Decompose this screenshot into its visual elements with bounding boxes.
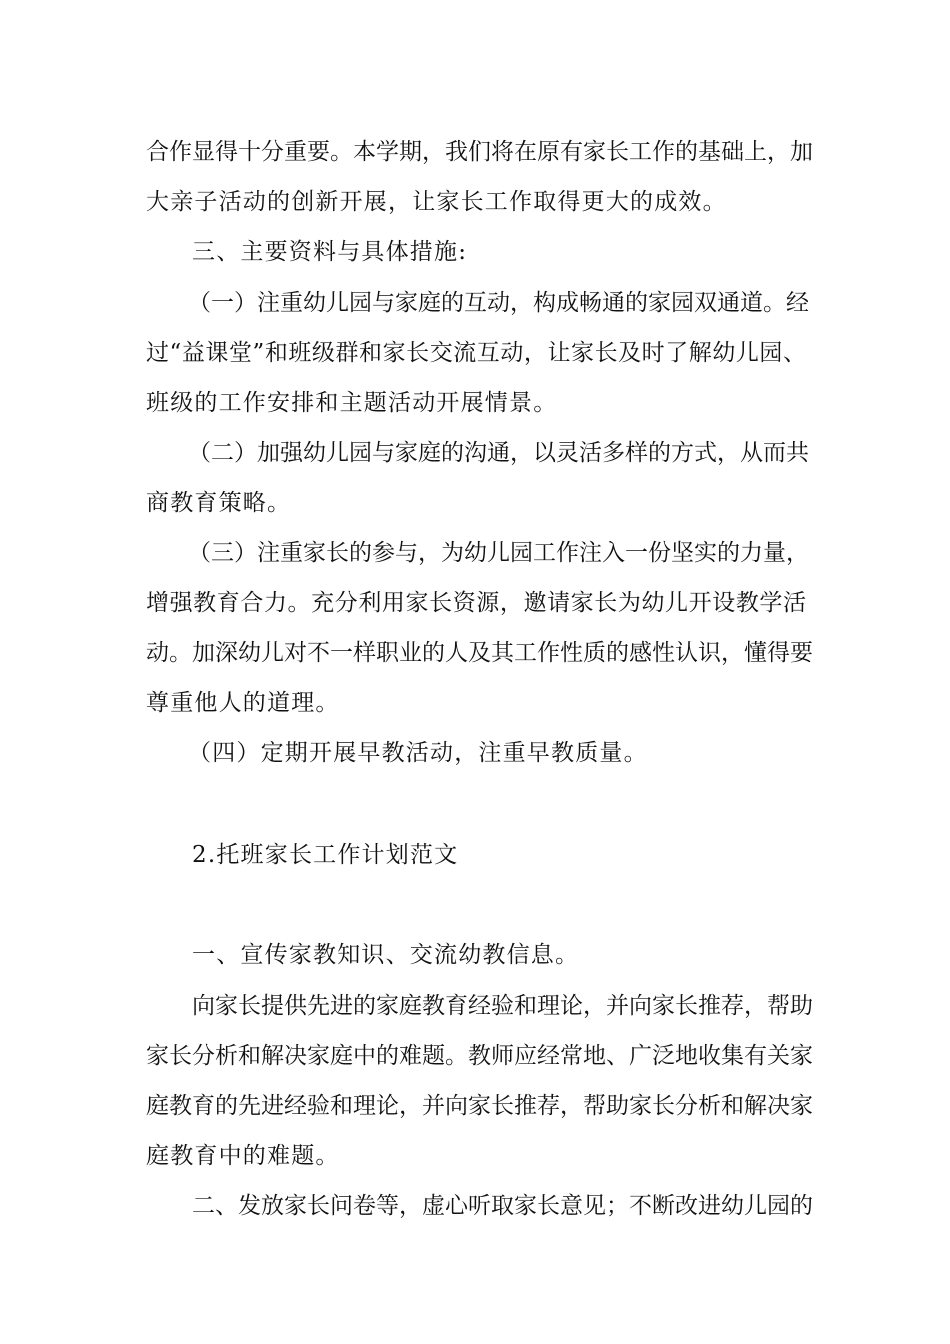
section-title: 2.托班家长工作计划范文 xyxy=(192,842,459,868)
paragraph-line: 动。加深幼儿对不一样职业的人及其工作性质的感性认识，懂得要 xyxy=(146,640,813,666)
section-heading: 二、发放家长问卷等，虚心听取家长意见；不断改进幼儿园的 xyxy=(192,1193,813,1219)
section-heading: 三、主要资料与具体措施: xyxy=(192,239,468,265)
paragraph-line: 合作显得十分重要。本学期，我们将在原有家长工作的基础上，加 xyxy=(146,139,813,165)
paragraph-line: 向家长提供先进的家庭教育经验和理论，并向家长推荐，帮助 xyxy=(192,993,813,1019)
paragraph-line: 增强教育合力。充分利用家长资源，邀请家长为幼儿开设教学活 xyxy=(146,590,806,616)
paragraph-line: 过“益课堂”和班级群和家长交流互动，让家长及时了解幼儿园、 xyxy=(146,340,806,366)
section-heading: 一、宣传家教知识、交流幼教信息。 xyxy=(192,942,580,968)
paragraph-line: 商教育策略。 xyxy=(146,490,292,516)
paragraph-line: 庭教育中的难题。 xyxy=(146,1143,340,1169)
paragraph-line: （二）加强幼儿园与家庭的沟通，以灵活多样的方式，从而共 xyxy=(188,440,809,466)
paragraph-line: 尊重他人的道理。 xyxy=(146,690,340,716)
paragraph-line: 班级的工作安排和主题活动开展情景。 xyxy=(146,390,558,416)
paragraph-line: （一）注重幼儿园与家庭的互动，构成畅通的家园双通道。经 xyxy=(188,290,809,316)
paragraph-line: 大亲子活动的创新开展，让家长工作取得更大的成效。 xyxy=(146,189,727,215)
paragraph-line: 庭教育的先进经验和理论，并向家长推荐，帮助家长分析和解决家 xyxy=(146,1093,813,1119)
paragraph-line: 家长分析和解决家庭中的难题。教师应经常地、广泛地收集有关家 xyxy=(146,1043,813,1069)
paragraph-line: （四）定期开展早教活动，注重早教质量。 xyxy=(188,740,648,766)
paragraph-line: （三）注重家长的参与，为幼儿园工作注入一份坚实的力量， xyxy=(188,540,809,566)
